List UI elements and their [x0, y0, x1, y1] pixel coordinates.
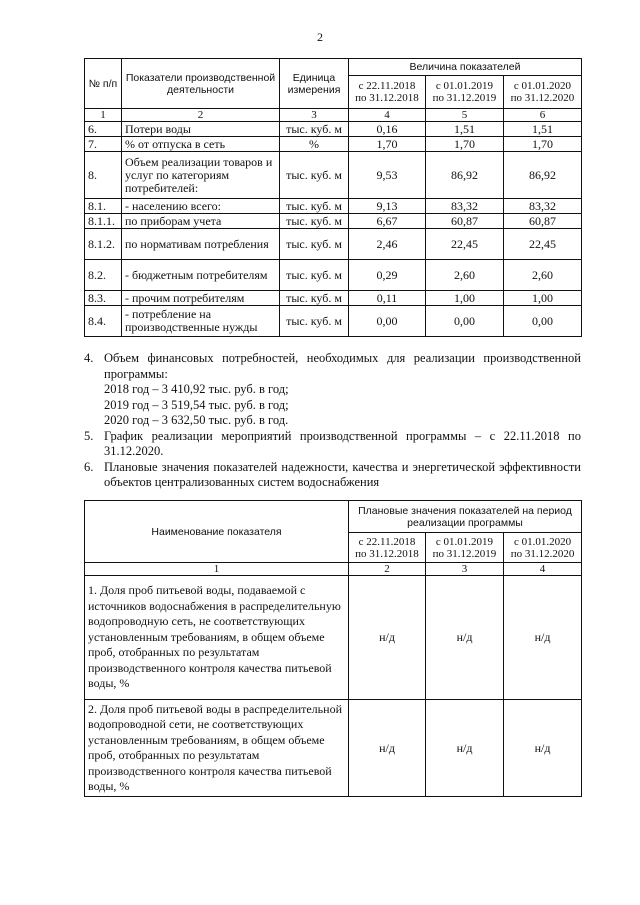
- row-value-2: 1,51: [426, 122, 504, 137]
- paragraph-6: [84, 460, 581, 491]
- row-indicator: 1. Доля проб питьевой воды, подаваемой с источников водоснабжения в распределительную водопроводную сеть, не соответствующих установленным требованиям, в общем объеме проб, отобранных по результатам производственного контроля качества питьевой воды, %: [85, 576, 349, 700]
- table-row: [85, 700, 582, 797]
- row-number: 8.3.: [85, 291, 122, 306]
- row-unit: %: [280, 137, 349, 152]
- column-index: 1: [85, 563, 349, 576]
- row-value-2: 60,87: [426, 214, 504, 229]
- column-index: 2: [349, 563, 426, 576]
- row-number: 6.: [85, 122, 122, 137]
- row-indicator: Объем реализации товаров и услуг по категориям потребителей:: [122, 152, 280, 199]
- row-unit: тыс. куб. м: [280, 214, 349, 229]
- header-period-1: с 22.11.2018 по 31.12.2018: [349, 533, 426, 563]
- table-row: [85, 152, 582, 199]
- column-index: 2: [122, 109, 280, 122]
- header-num: № п/п: [85, 59, 122, 109]
- row-value-3: н/д: [504, 700, 582, 797]
- table-row: [85, 229, 582, 260]
- column-index: 4: [504, 563, 582, 576]
- header-period-2: с 01.01.2019 по 31.12.2019: [426, 76, 504, 109]
- row-unit: тыс. куб. м: [280, 306, 349, 337]
- row-value-1: 0,11: [349, 291, 426, 306]
- table-row: [85, 137, 582, 152]
- table-row: [85, 122, 582, 137]
- paragraph-number: 5.: [84, 428, 94, 443]
- budget-2020: 2020 год – 3 632,50 тыс. руб. в год.: [104, 413, 289, 427]
- table-row: [85, 260, 582, 291]
- row-indicator: 2. Доля проб питьевой воды в распределительной водопроводной сети, не соответствующих установленным требованиям, в общем объеме проб, отобранных по результатам производственного контроля качества питьевой воды, %: [85, 700, 349, 797]
- row-unit: тыс. куб. м: [280, 122, 349, 137]
- paragraph-text: График реализации мероприятий производственной программы – с 22.11.2018 по 31.12.2020.: [104, 428, 581, 458]
- program-paragraphs: [84, 351, 581, 491]
- table-row: [85, 306, 582, 337]
- row-unit: тыс. куб. м: [280, 229, 349, 260]
- row-value-1: 0,00: [349, 306, 426, 337]
- column-index: 5: [426, 109, 504, 122]
- row-unit: тыс. куб. м: [280, 199, 349, 214]
- row-value-1: н/д: [349, 700, 426, 797]
- table-row: [85, 214, 582, 229]
- header-values: Величина показателей: [349, 59, 582, 76]
- row-value-2: 1,00: [426, 291, 504, 306]
- row-number: 7.: [85, 137, 122, 152]
- header-period-3: с 01.01.2020 по 31.12.2020: [504, 76, 582, 109]
- row-number: 8.2.: [85, 260, 122, 291]
- row-value-3: 22,45: [504, 229, 582, 260]
- row-unit: тыс. куб. м: [280, 152, 349, 199]
- row-value-3: 60,87: [504, 214, 582, 229]
- header-period-1: с 22.11.2018 по 31.12.2018: [349, 76, 426, 109]
- paragraph-4: [84, 351, 581, 382]
- row-value-2: 22,45: [426, 229, 504, 260]
- row-indicator: по приборам учета: [122, 214, 280, 229]
- row-value-2: 86,92: [426, 152, 504, 199]
- row-value-1: 0,29: [349, 260, 426, 291]
- column-index: 4: [349, 109, 426, 122]
- row-unit: тыс. куб. м: [280, 291, 349, 306]
- header-period-3: с 01.01.2020 по 31.12.2020: [504, 533, 582, 563]
- row-value-3: 1,51: [504, 122, 582, 137]
- row-value-2: 1,70: [426, 137, 504, 152]
- row-value-3: 1,00: [504, 291, 582, 306]
- table-row: [85, 291, 582, 306]
- row-indicator: - потребление на производственные нужды: [122, 306, 280, 337]
- table-row: [85, 576, 582, 700]
- paragraph-text: Объем финансовых потребностей, необходимых для реализации производственной программы:: [104, 351, 581, 381]
- row-indicator: - бюджетным потребителям: [122, 260, 280, 291]
- row-value-1: 9,53: [349, 152, 426, 199]
- row-value-1: 9,13: [349, 199, 426, 214]
- row-value-2: 83,32: [426, 199, 504, 214]
- header-name: Наименование показателя: [85, 501, 349, 563]
- column-index: 1: [85, 109, 122, 122]
- row-value-2: н/д: [426, 700, 504, 797]
- row-value-2: 2,60: [426, 260, 504, 291]
- row-value-1: 0,16: [349, 122, 426, 137]
- paragraph-text: Плановые значения показателей надежности, качества и энергетической эффективности объектов централизованных систем водоснабжения: [104, 459, 581, 489]
- column-index: 6: [504, 109, 582, 122]
- table-row: [85, 199, 582, 214]
- row-value-1: 1,70: [349, 137, 426, 152]
- row-indicator: - прочим потребителям: [122, 291, 280, 306]
- row-number: 8.: [85, 152, 122, 199]
- row-value-3: 83,32: [504, 199, 582, 214]
- row-number: 8.1.: [85, 199, 122, 214]
- row-number: 8.4.: [85, 306, 122, 337]
- row-indicator: по нормативам потребления: [122, 229, 280, 260]
- budget-2019: 2019 год – 3 519,54 тыс. руб. в год;: [104, 397, 289, 412]
- row-value-1: н/д: [349, 576, 426, 700]
- row-value-1: 6,67: [349, 214, 426, 229]
- header-indicator: Показатели производственной деятельности: [122, 59, 280, 109]
- row-indicator: - населению всего:: [122, 199, 280, 214]
- row-value-2: н/д: [426, 576, 504, 700]
- row-value-3: н/д: [504, 576, 582, 700]
- row-unit: тыс. куб. м: [280, 260, 349, 291]
- header-planned: Плановые значения показателей на период реализации программы: [349, 501, 582, 533]
- row-indicator: % от отпуска в сеть: [122, 137, 280, 152]
- page-number: 2: [317, 30, 323, 44]
- column-index: 3: [426, 563, 504, 576]
- header-period-2: с 01.01.2019 по 31.12.2019: [426, 533, 504, 563]
- row-value-3: 0,00: [504, 306, 582, 337]
- paragraph-number: 6.: [84, 459, 94, 474]
- header-unit: Единица измерения: [280, 59, 349, 109]
- row-indicator: Потери воды: [122, 122, 280, 137]
- paragraph-5: [84, 429, 581, 460]
- row-value-3: 1,70: [504, 137, 582, 152]
- reliability-indicators-table: [84, 500, 582, 797]
- row-value-1: 2,46: [349, 229, 426, 260]
- budget-2018: 2018 год – 3 410,92 тыс. руб. в год;: [104, 382, 289, 396]
- row-value-2: 0,00: [426, 306, 504, 337]
- row-number: 8.1.1.: [85, 214, 122, 229]
- production-indicators-table: [84, 58, 582, 337]
- row-number: 8.1.2.: [85, 229, 122, 260]
- row-value-3: 2,60: [504, 260, 582, 291]
- paragraph-number: 4.: [84, 351, 94, 365]
- row-value-3: 86,92: [504, 152, 582, 199]
- column-index: 3: [280, 109, 349, 122]
